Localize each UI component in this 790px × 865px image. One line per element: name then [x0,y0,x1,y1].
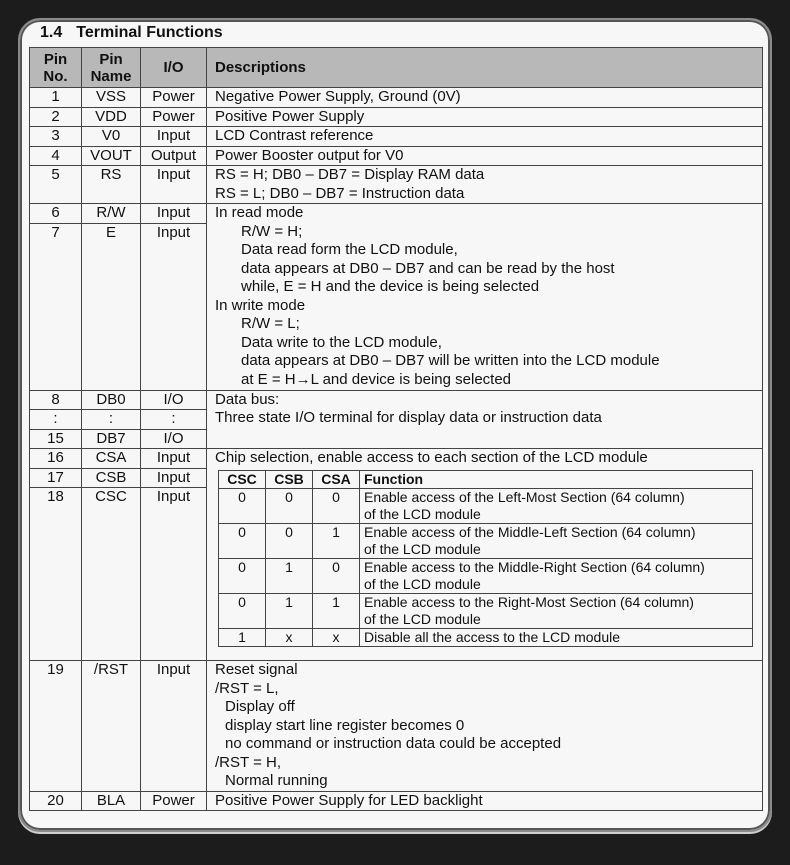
section-title: Terminal Functions [76,24,223,41]
pin-io: Input [141,468,207,488]
table-row [30,449,763,469]
pin-io: Input [141,223,207,390]
chip-header-csc: CSC [219,470,266,488]
pin-no: 8 [30,390,82,410]
pin-no: 2 [30,107,82,127]
pin-no: 20 [30,791,82,811]
pin-io: Power [141,107,207,127]
pin-name: DB0 [82,390,141,410]
section-number: 1.4 [40,24,63,41]
pin-io: Input [141,204,207,224]
chip-header-function: Function [360,470,753,488]
pin-io: I/O [141,390,207,410]
pin-no: 19 [30,661,82,792]
pin-description: Negative Power Supply, Ground (0V) [207,88,763,108]
table-row [30,204,763,224]
chip-table-header [219,470,753,488]
chip-table-row [219,488,753,523]
chip-cell: 1 [266,558,313,593]
table-row [30,791,763,811]
pin-name: R/W [82,204,141,224]
chip-cell: 0 [219,593,266,628]
pin-io: Input [141,488,207,661]
pin-no: 17 [30,468,82,488]
chip-function: Enable access to the Right-Most Section (64 column) of the LCD module [360,593,753,628]
chip-function: Disable all the access to the LCD module [360,628,753,646]
chip-function: Enable access of the Left-Most Section (64 column) of the LCD module [360,488,753,523]
table-row [30,166,763,204]
rw-description: In read mode R/W = H; Data read form the LCD module, data appears at DB0 – DB7 and can be read by the host while, E = H and the device is being selected In write mode R/W = L; Data write to the LCD module, data appears at DB0 – DB7 will be written into the LCD module at E = H→L and device is being selected [207,204,763,391]
table-row [30,390,763,410]
pin-io: I/O [141,429,207,449]
pin-description: Power Booster output for V0 [207,146,763,166]
pin-description: Positive Power Supply [207,107,763,127]
header-io: I/O [141,48,207,88]
pin-name: BLA [82,791,141,811]
table-row [30,146,763,166]
chip-function: Enable access of the Middle-Left Section (64 column) of the LCD module [360,523,753,558]
pin-no: 3 [30,127,82,147]
pin-io: : [141,410,207,430]
pin-no: 7 [30,223,82,390]
chip-cell: x [313,628,360,646]
section-heading [40,24,223,42]
table-row [30,661,763,792]
pin-no: 15 [30,429,82,449]
pin-io: Input [141,127,207,147]
pin-no: 16 [30,449,82,469]
chip-select-table [218,470,753,647]
chip-cell: 1 [219,628,266,646]
chip-cell: 1 [313,523,360,558]
table-row [30,88,763,108]
chip-table-row [219,593,753,628]
chip-select-description: Chip selection, enable access to each section of the LCD module CSC CSB CSA Function 0 0 0 Enable access of the Left-Most Section (64 column) of the LCD module 0 0 1 Enable access of the Middle-Left Section (64 column) of the LCD module 0 1 0 Enable access to the Middle-Right Section (64 column) of the LCD module 0 1 1 Enable access to the Right-Most Section (64 column) of the LCD module 1 x x Disable all the access to the LCD module [207,449,763,661]
header-pin-name: Pin Name [82,48,141,88]
pin-description: LCD Contrast reference [207,127,763,147]
header-pin-no: Pin No. [30,48,82,88]
pin-name: VSS [82,88,141,108]
pin-name: : [82,410,141,430]
chip-cell: x [266,628,313,646]
pin-io: Input [141,661,207,792]
chip-table-row [219,558,753,593]
table-row [30,127,763,147]
pin-io: Power [141,88,207,108]
chip-cell: 0 [313,488,360,523]
table-row [30,107,763,127]
chip-table-row [219,523,753,558]
pin-no: 18 [30,488,82,661]
pin-no: 4 [30,146,82,166]
chip-cell: 0 [313,558,360,593]
pin-name: VDD [82,107,141,127]
pin-name: CSC [82,488,141,661]
chip-cell: 0 [219,558,266,593]
chip-cell: 1 [266,593,313,628]
pin-io: Input [141,449,207,469]
chip-cell: 0 [266,488,313,523]
pin-io: Power [141,791,207,811]
chip-cell: 0 [219,523,266,558]
pin-name: /RST [82,661,141,792]
header-descriptions: Descriptions [207,48,763,88]
pin-description: RS = H; DB0 – DB7 = Display RAM data RS = L; DB0 – DB7 = Instruction data [207,166,763,204]
chip-header-csa: CSA [313,470,360,488]
pin-name: VOUT [82,146,141,166]
pin-io: Input [141,166,207,204]
pin-name: V0 [82,127,141,147]
pin-name: E [82,223,141,390]
pin-no: 6 [30,204,82,224]
reset-description: Reset signal /RST = L, Display off display start line register becomes 0 no command or instruction data could be accepted /RST = H, Normal running [207,661,763,792]
pin-no: 5 [30,166,82,204]
pin-no: 1 [30,88,82,108]
pin-no: : [30,410,82,430]
chip-cell: 1 [313,593,360,628]
chip-table-row [219,628,753,646]
chip-cell: 0 [219,488,266,523]
chip-cell: 0 [266,523,313,558]
databus-description: Data bus: Three state I/O terminal for display data or instruction data [207,390,763,449]
pin-description: Positive Power Supply for LED backlight [207,791,763,811]
pin-name: CSB [82,468,141,488]
pin-name: DB7 [82,429,141,449]
pin-io: Output [141,146,207,166]
chip-function: Enable access to the Middle-Right Section (64 column) of the LCD module [360,558,753,593]
terminal-functions-table [29,47,763,811]
pin-name: CSA [82,449,141,469]
pin-name: RS [82,166,141,204]
chip-header-csb: CSB [266,470,313,488]
table-header-row [30,48,763,88]
